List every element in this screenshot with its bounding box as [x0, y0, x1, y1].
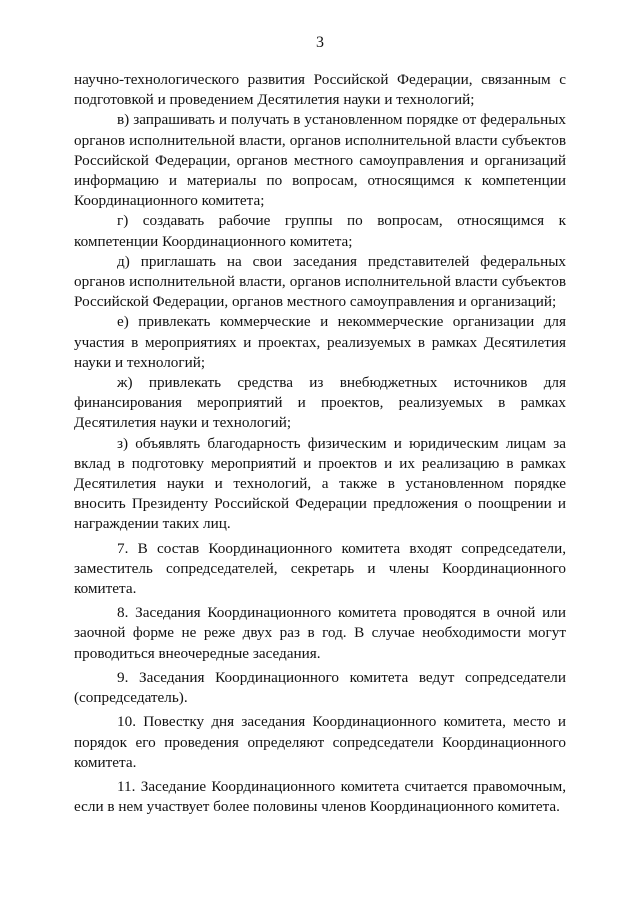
paragraph-continuation: научно-технологического развития Российской Федерации, связанным с подготовкой и проведением Десятилетия науки и технологий;	[74, 71, 566, 109]
paragraph-11: 11. Заседание Координационного комитета считается правомочным, если в нем участвует более половины членов Координационного комитета.	[74, 777, 566, 816]
paragraph-item-v: в) запрашивать и получать в установленном порядке от федеральных органов исполнительной власти, органов исполнительной власти субъектов Российской Федерации, органов местного самоуправления и организаций информацию и материалы по вопросам, относящимся к компетенции Координационного комитета;	[74, 111, 566, 210]
paragraph-item-e: е) привлекать коммерческие и некоммерческие организации для участия в мероприятиях и проектах, реализуемых в рамках Десятилетия науки и технологий;	[74, 313, 566, 371]
paragraph-9: 9. Заседания Координационного комитета ведут сопредседатели (сопредседатель).	[74, 668, 566, 707]
paragraph-10: 10. Повестку дня заседания Координационного комитета, место и порядок его проведения определяют сопредседатели Координационного комитета.	[74, 713, 566, 771]
paragraph-item-d: д) приглашать на свои заседания представителей федеральных органов исполнительной власти, органов исполнительной власти субъектов Российской Федерации, органов местного самоуправления и организаций;	[74, 252, 566, 311]
paragraph-7: 7. В состав Координационного комитета входят сопредседатели, заместитель сопредседателей, секретарь и члены Координационного комитета.	[74, 539, 566, 598]
paragraph-item-z: з) объявлять благодарность физическим и юридическим лицам за вклад в подготовку мероприятий и проектов и их реализацию в рамках Десятилетия науки и технологий, а также в установленном порядке вносить Президенту Российской Федерации предложения о поощрении и награждении таких лиц.	[74, 434, 566, 533]
paragraph-8: 8. Заседания Координационного комитета проводятся в очной или заочной форме не реже двух раз в год. В случае необходимости могут проводиться внеочередные заседания.	[74, 604, 566, 662]
paragraph-item-zh: ж) привлекать средства из внебюджетных источников для финансирования мероприятий и проектов, реализуемых в рамках Десятилетия науки и технологий;	[74, 374, 566, 432]
page-number: 3	[316, 34, 324, 51]
document-body	[74, 70, 566, 817]
paragraph-item-g: г) создавать рабочие группы по вопросам, относящимся к компетенции Координационного комитета;	[74, 212, 566, 250]
